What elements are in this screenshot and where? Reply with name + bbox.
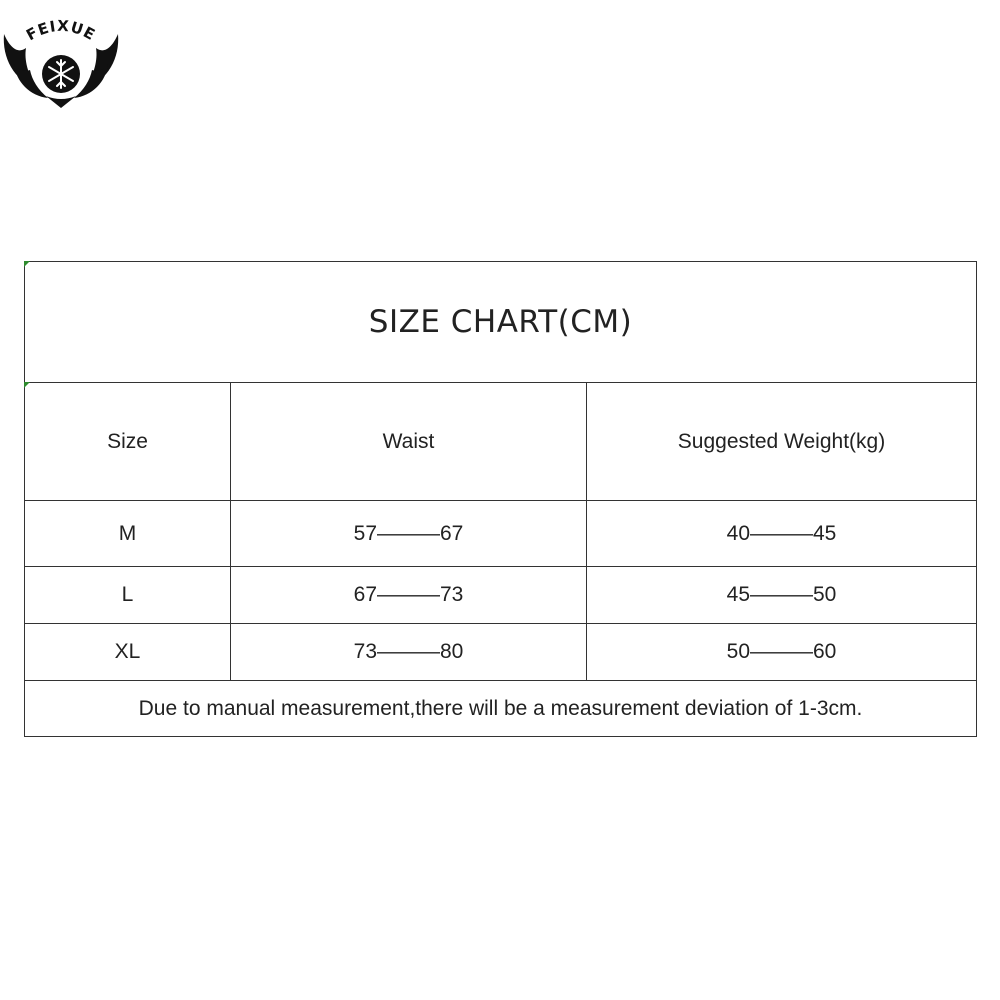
logo-text: FEIXUE xyxy=(23,16,99,45)
size-cell: XL xyxy=(25,624,231,681)
table-row xyxy=(25,624,977,681)
header-size: Size xyxy=(25,383,231,501)
chart-title: SIZE CHART(CM) xyxy=(25,262,977,383)
measurement-note: Due to manual measurement,there will be a measurement deviation of 1-3cm. xyxy=(25,681,977,737)
waist-cell: 57———67 xyxy=(231,501,587,567)
table-row xyxy=(25,501,977,567)
table-row xyxy=(25,567,977,624)
title-row xyxy=(25,262,977,383)
weight-cell: 45———50 xyxy=(587,567,977,624)
waist-cell: 73———80 xyxy=(231,624,587,681)
note-row xyxy=(25,681,977,737)
size-cell: M xyxy=(25,501,231,567)
corner-mark xyxy=(24,382,30,388)
header-weight: Suggested Weight(kg) xyxy=(587,383,977,501)
corner-mark xyxy=(24,261,30,267)
waist-cell: 67———73 xyxy=(231,567,587,624)
weight-cell: 40———45 xyxy=(587,501,977,567)
brand-logo xyxy=(0,14,122,110)
header-waist: Waist xyxy=(231,383,587,501)
header-row xyxy=(25,383,977,501)
weight-cell: 50———60 xyxy=(587,624,977,681)
size-chart-table xyxy=(24,261,977,737)
size-cell: L xyxy=(25,567,231,624)
